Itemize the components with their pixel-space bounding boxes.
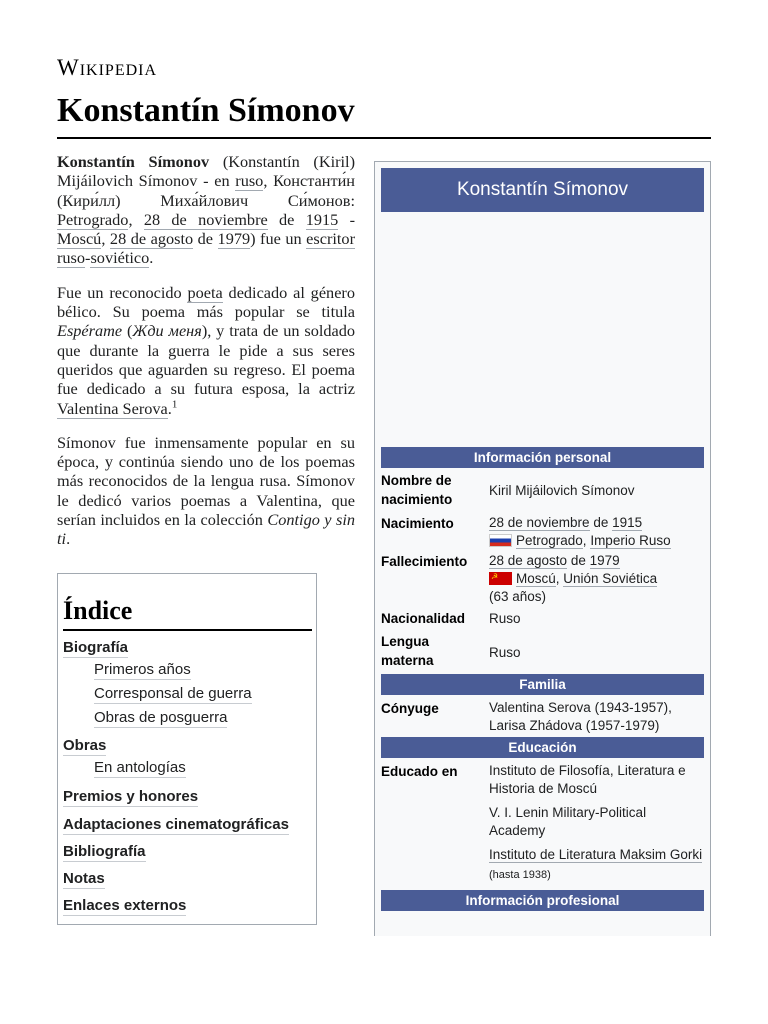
paragraph-2: [57, 283, 355, 418]
section-header-personal: Información personal: [381, 447, 704, 468]
value-nombre: Kiril Mijáilovich Símonov: [489, 483, 635, 498]
link-fall-place[interactable]: Moscú: [516, 571, 556, 586]
russia-flag-icon: [489, 534, 512, 547]
section-header-familia: Familia: [381, 674, 704, 695]
text: ,: [101, 229, 110, 249]
text: de: [193, 229, 218, 249]
text: ) fue un: [250, 229, 307, 249]
section-header-profesional: Información profesional: [381, 890, 704, 911]
value-edu-1: Instituto de Filosofía, Literatura e Historia de Moscú: [489, 763, 686, 796]
label-nombre: Nombre de nacimiento: [381, 473, 453, 507]
text: de: [267, 209, 306, 229]
toc-item-obras-posguerra[interactable]: Obras de posguerra: [94, 709, 228, 726]
article-body: [57, 152, 355, 564]
text: .: [149, 248, 154, 268]
label-conyuge: Cónyuge: [381, 701, 439, 716]
link-1915[interactable]: 1915: [305, 209, 339, 229]
italic-title: Espérame: [57, 321, 123, 341]
link-escritor[interactable]: escritor: [306, 229, 355, 249]
toc-item-corresponsal[interactable]: Corresponsal de guerra: [94, 685, 252, 702]
text: (Konstantín (Kiril) Mijáilovich Símonov - en: [57, 152, 355, 191]
paragraph-3: [57, 433, 355, 549]
text: ), y trata de un soldado que durante la guerra le pide a sus seres queridos que aguarden su regreso. El poema fue dedicado a su futura esposa, la actriz: [57, 321, 356, 399]
link-fall-country[interactable]: Unión Soviética: [563, 571, 658, 586]
age-at-death: (63 años): [489, 589, 547, 604]
value-edu-3: Instituto de Literatura Maksim Gorki (hasta 1938): [489, 847, 703, 881]
toc-title: Índice: [63, 596, 312, 631]
value-nacimiento: 28 de noviembre de 1915 Petrogrado, Imperio Ruso: [489, 515, 671, 548]
text: .: [66, 529, 71, 549]
toc-item-enlaces[interactable]: Enlaces externos: [63, 897, 187, 914]
text: Fue un reconocido: [57, 282, 188, 302]
wikipedia-logo[interactable]: Wikipedia: [57, 55, 158, 80]
section-header-educacion: Educación: [381, 737, 704, 758]
page-title: Konstantín Símonov: [57, 92, 355, 129]
text: Símonov fue inmensamente popular en su época, y continúa siendo uno de los poemas más reconocidos de la lengua rusa. Símonov le dedicó varios poemas a Valentina, que serían incluidos en la colección: [57, 432, 355, 530]
toc-item-notas[interactable]: Notas: [63, 870, 105, 887]
link-ruso[interactable]: ruso: [235, 171, 264, 191]
infobox-title: Konstantín Símonov: [381, 168, 704, 212]
label-nacionalidad: Nacionalidad: [381, 611, 466, 626]
link-moscu[interactable]: Moscú: [57, 229, 102, 249]
italic-title-ru: Жди меня: [132, 321, 202, 341]
link-poeta[interactable]: poeta: [187, 282, 223, 302]
text: (: [122, 321, 133, 341]
toc-item-premios[interactable]: Premios y honores: [63, 788, 199, 805]
link-28-noviembre[interactable]: 28 de noviembre: [143, 209, 268, 229]
link-1979[interactable]: 1979: [217, 229, 251, 249]
link-nac-year[interactable]: 1915: [612, 515, 643, 530]
text: -: [338, 209, 355, 229]
text: .: [167, 398, 172, 418]
paragraph-1: [57, 152, 355, 268]
link-petrogrado[interactable]: Petrogrado: [57, 209, 129, 229]
table-of-contents: [57, 573, 317, 925]
label-fallecimiento: Fallecimiento: [381, 554, 468, 569]
toc-item-adaptaciones[interactable]: Adaptaciones cinematográficas: [63, 816, 289, 833]
link-instituto-gorki[interactable]: Instituto de Literatura Maksim Gorki: [489, 847, 703, 862]
link-valentina-serova[interactable]: Valentina Serova: [57, 398, 168, 418]
text: -: [85, 248, 91, 268]
italic-collection: Contigo y sin ti: [57, 510, 355, 549]
value-fallecimiento: 28 de agosto de 1979 ☭Moscú, Unión Soviética (63 años): [489, 552, 704, 606]
link-28-agosto[interactable]: 28 de agosto: [109, 229, 194, 249]
toc-item-antologias[interactable]: En antologías: [94, 759, 186, 776]
infobox-image: [381, 217, 704, 445]
text: dedicado al género bélico. Su poema más popular se titula: [57, 282, 355, 322]
text: , Константи́н (Кири́лл) Миха́йлович Си́монов:: [57, 171, 355, 210]
label-lengua-materna: Lengua materna: [381, 634, 434, 668]
text: ,: [128, 209, 144, 229]
toc-item-obras[interactable]: Obras: [63, 737, 107, 754]
toc-item-bibliografia[interactable]: Bibliografía: [63, 843, 146, 860]
link-fall-date[interactable]: 28 de agosto: [489, 553, 568, 568]
link-nac-date[interactable]: 28 de noviembre: [489, 515, 590, 530]
link-ruso-2[interactable]: ruso: [57, 248, 86, 268]
title-divider: [57, 137, 711, 139]
lead-name: Konstantín Símonov: [57, 152, 210, 171]
reference-1[interactable]: 1: [171, 398, 178, 411]
link-fall-year[interactable]: 1979: [589, 553, 620, 568]
label-educado-en: Educado en: [381, 764, 458, 779]
value-lengua-materna: Ruso: [489, 645, 521, 660]
infobox: [374, 161, 711, 936]
link-nac-place[interactable]: Petrogrado: [516, 533, 583, 548]
value-nacionalidad: Ruso: [489, 611, 521, 626]
soviet-flag-icon: [489, 572, 512, 585]
value-conyuge: Valentina Serova (1943-1957), Larisa Zhádova (1957-1979): [489, 700, 672, 733]
link-sovietico[interactable]: soviético: [90, 248, 150, 268]
link-nac-country[interactable]: Imperio Ruso: [590, 533, 671, 548]
toc-item-biografia[interactable]: Biografía: [63, 639, 129, 656]
toc-item-primeros-anos[interactable]: Primeros años: [94, 661, 191, 678]
label-nacimiento: Nacimiento: [381, 516, 454, 531]
value-edu-2: V. I. Lenin Military-Political Academy: [489, 805, 647, 838]
